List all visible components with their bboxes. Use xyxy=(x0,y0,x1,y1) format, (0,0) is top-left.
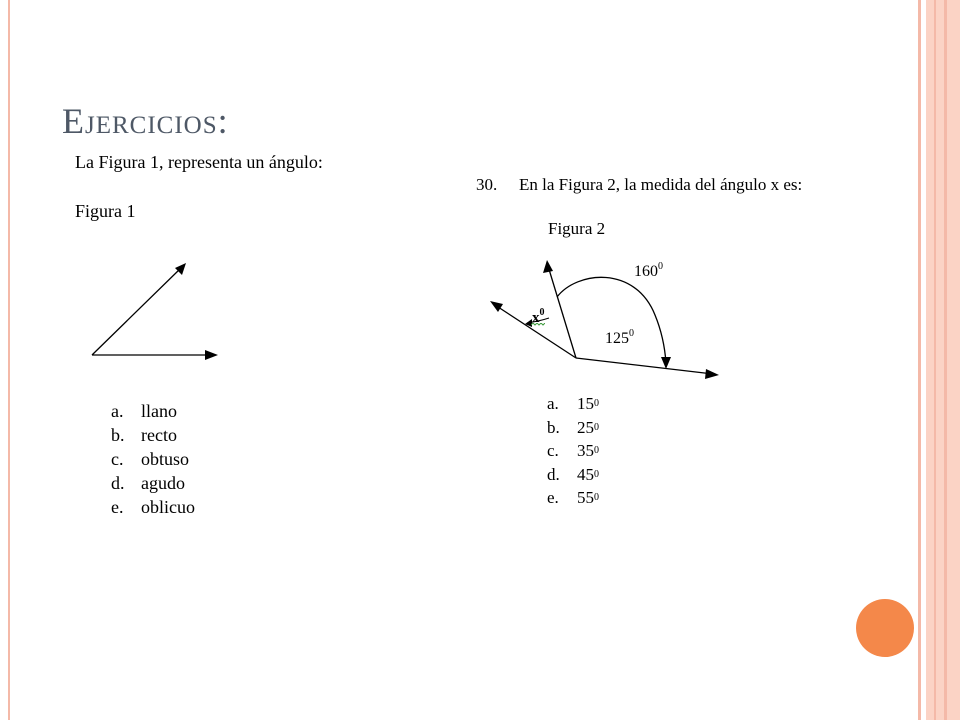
option-value: 35 xyxy=(577,441,594,460)
question2-text: En la Figura 2, la medida del ángulo x es: xyxy=(519,175,803,194)
arrowhead xyxy=(175,263,186,275)
spellcheck-squiggle xyxy=(531,323,545,327)
option-letter: e. xyxy=(547,488,559,507)
option-value: 45 xyxy=(577,464,594,484)
option-row[interactable]: a. 15 0 xyxy=(547,392,599,416)
option-letter: a. xyxy=(547,394,559,413)
question2-options xyxy=(547,392,599,510)
option-value: 55 xyxy=(577,488,594,507)
option-text: recto xyxy=(141,425,177,445)
option-row[interactable]: b. 25 0 xyxy=(547,416,599,440)
figure2-angle-diagram xyxy=(485,255,725,385)
angle-label-125: $125^0$ xyxy=(605,328,634,347)
slide-frame-stripe xyxy=(934,0,936,720)
slide-frame-right-band xyxy=(926,0,960,720)
question1-text: La Figura 1, representa un ángulo: xyxy=(75,152,323,172)
figure1-label: Figura 1 xyxy=(75,201,136,221)
arrowhead xyxy=(205,350,218,360)
option-text: agudo xyxy=(141,473,185,493)
option-text: obtuso xyxy=(141,449,190,469)
option-text: oblicuo xyxy=(141,497,195,517)
option-letter: b. xyxy=(111,425,125,445)
option-letter: b. xyxy=(547,417,560,437)
option-letter: c. xyxy=(547,441,559,460)
angle-ray-diagonal xyxy=(92,267,182,355)
option-letter: d. xyxy=(111,473,125,493)
ray-right xyxy=(576,358,713,374)
arrowhead xyxy=(490,301,503,312)
slide-title: Ejercicios: xyxy=(62,101,229,141)
ray-up xyxy=(548,266,576,358)
arrowhead xyxy=(661,357,671,369)
question1-options xyxy=(111,399,195,519)
angle-label-160: $160^0$ xyxy=(634,261,663,280)
option-row[interactable]: e. 55 0 xyxy=(547,486,599,510)
figure2-label: Figura 2 xyxy=(548,219,606,238)
slide-frame-right-line xyxy=(918,0,921,720)
option-row[interactable] xyxy=(111,495,195,519)
option-value: 25 xyxy=(577,417,594,437)
figure1-angle-diagram xyxy=(85,255,225,367)
option-row[interactable]: c. 35 0 xyxy=(547,439,599,463)
slide-frame-stripe xyxy=(944,0,947,720)
option-row[interactable] xyxy=(111,423,195,447)
option-letter: e. xyxy=(111,497,124,517)
arrowhead xyxy=(705,369,719,379)
slide-frame-left xyxy=(8,0,10,720)
option-letter: c. xyxy=(111,449,124,469)
option-value: 15 xyxy=(577,394,594,413)
option-row[interactable] xyxy=(111,447,195,471)
option-row[interactable]: d. 45 0 xyxy=(547,463,599,487)
decorative-orange-circle xyxy=(856,599,914,657)
angle-label-x: $x^0$ xyxy=(532,307,545,326)
question2-number: 30. xyxy=(476,175,498,194)
option-row[interactable] xyxy=(111,399,195,423)
option-row[interactable] xyxy=(111,471,195,495)
option-letter: d. xyxy=(547,464,560,484)
arrowhead xyxy=(543,260,553,273)
option-text: llano xyxy=(141,401,177,421)
option-letter: a. xyxy=(111,401,124,421)
